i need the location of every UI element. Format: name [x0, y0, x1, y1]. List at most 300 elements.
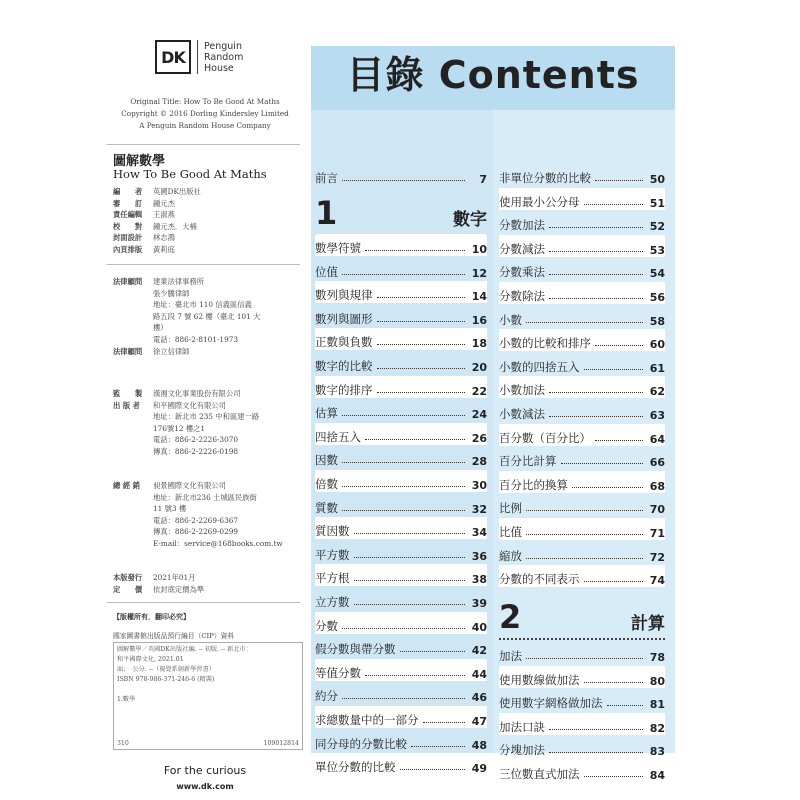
toc-entry-title: 正數與負數 — [315, 335, 373, 350]
toc-entry[interactable] — [499, 211, 665, 233]
toc-entry-page: 40 — [471, 620, 487, 634]
publisher-line: Random — [204, 51, 244, 63]
toc-entry[interactable] — [499, 760, 665, 782]
website: www.dk.com — [176, 782, 234, 791]
toc-entry[interactable] — [315, 446, 487, 468]
toc-entry-page: 39 — [471, 597, 487, 610]
column-stripe — [311, 104, 493, 110]
credit-value: 鍾元杰．大楠 — [153, 221, 197, 231]
dot-leader — [377, 344, 466, 345]
toc-entry[interactable] — [315, 328, 487, 350]
toc-entry-title: 倍數 — [315, 477, 338, 491]
cip-lines — [117, 645, 299, 705]
toc-entry[interactable] — [499, 258, 665, 280]
dot-leader — [584, 776, 644, 777]
section-heading-1 — [315, 192, 487, 232]
credit-key — [113, 423, 153, 435]
credit-key: 封面設計 — [113, 233, 143, 243]
toc-entry-title: 前言 — [315, 171, 338, 185]
toc-entry[interactable] — [315, 494, 487, 516]
toc-entry[interactable] — [315, 234, 487, 256]
cip-line: ISBN 978-986-371-246-6 (精裝) — [117, 676, 215, 683]
credit-key — [113, 503, 153, 515]
credit-key: 出 版 者 — [113, 400, 140, 410]
credit-row — [113, 538, 283, 550]
logo-divider — [197, 40, 198, 74]
toc-entry-page: 48 — [471, 738, 487, 752]
credit-row — [113, 526, 283, 538]
toc-entry-page: 53 — [649, 243, 665, 257]
dot-leader — [354, 580, 466, 581]
toc-entry-title: 百分比計算 — [499, 454, 557, 469]
copyright-line: Copyright © 2016 Dorling Kindersley Limited — [121, 109, 289, 118]
dot-leader — [595, 180, 643, 181]
edition-list — [113, 572, 204, 595]
dot-leader — [365, 439, 465, 440]
toc-entry-page: 83 — [649, 745, 665, 759]
toc-entry-title: 求總數量中的一部分 — [315, 713, 419, 727]
cip-title: 國家圖書館出版品預行編目（CIP）資料 — [113, 632, 235, 640]
dot-leader — [526, 510, 643, 511]
toc-entry-page: 38 — [471, 573, 487, 587]
toc-entry-page: 47 — [471, 715, 487, 728]
credit-row — [113, 411, 259, 423]
credit-key — [113, 515, 153, 527]
credit-value: 建業法律事務所 — [153, 277, 205, 286]
toc-entry-page: 30 — [471, 479, 487, 492]
toc-entry-page: 42 — [471, 644, 487, 658]
toc-entry-page: 10 — [471, 243, 487, 256]
toc-entry-title: 小數減法 — [499, 407, 545, 421]
toc-entry-page: 81 — [649, 698, 665, 712]
toc-entry-page: 66 — [649, 456, 665, 470]
credit-value: 地址：臺北市 110 信義區信義 — [153, 300, 252, 310]
toc-entry-title: 使用數線做加法 — [499, 672, 580, 687]
toc-entry[interactable] — [315, 682, 487, 704]
section-name: 數字 — [453, 210, 487, 230]
toc-entry[interactable] — [499, 518, 665, 540]
toc-entry-title: 加法 — [499, 649, 522, 663]
toc-entry-title: 百分數（百分比） — [499, 430, 591, 445]
toc-entry-title: 等值分數 — [315, 665, 361, 680]
credit-row — [113, 503, 283, 515]
toc-entry[interactable] — [315, 281, 487, 303]
toc-entry[interactable] — [499, 164, 665, 186]
book-title-zh: 圖解數學 — [113, 154, 166, 169]
toc-entry[interactable] — [499, 400, 665, 422]
credit-key: 責任編輯 — [113, 210, 143, 220]
dot-leader — [342, 180, 465, 181]
credit-row — [113, 480, 283, 492]
toc-entry-page: 64 — [649, 432, 665, 446]
toc-entry-title: 四捨五入 — [315, 429, 361, 444]
credit-value: 176號12 樓之1 — [153, 423, 206, 433]
contents-title: 目錄 Contents — [346, 53, 640, 97]
toc-entry[interactable] — [499, 689, 665, 711]
credit-key: 總 經 銷 — [113, 481, 140, 490]
toc-entry-title: 數學符號 — [315, 241, 361, 255]
credit-value: 依封底定價為準 — [153, 584, 205, 594]
credit-key — [113, 492, 153, 504]
toc-entry-title: 假分數與帶分數 — [315, 642, 396, 657]
credit-row — [113, 400, 259, 412]
toc-entry[interactable] — [499, 282, 665, 304]
credit-value: 傳真：886-2-2226-0198 — [153, 446, 238, 456]
toc-entry-title: 非單位分數的比較 — [499, 171, 591, 185]
toc-entry-page: 14 — [471, 290, 487, 304]
toc-entry-title: 小數的四捨五入 — [499, 359, 580, 374]
cip-line: 1.數學 — [117, 696, 136, 703]
toc-entry[interactable] — [499, 329, 665, 351]
cip-line: 和平國際文化, 2021.01 — [117, 656, 184, 663]
dot-leader — [411, 746, 465, 747]
toc-entry-page: 32 — [471, 502, 487, 516]
dot-leader — [342, 486, 465, 487]
toc-entry-title: 百分比的換算 — [499, 477, 568, 492]
toc-entry-page: 82 — [649, 721, 665, 735]
contents-column-left — [311, 104, 493, 776]
credit-row — [113, 232, 201, 244]
credit-row — [113, 198, 201, 210]
toc-entry[interactable] — [499, 565, 665, 587]
toc-entry-page: 22 — [471, 384, 487, 398]
dot-leader — [354, 533, 466, 534]
toc-entry-page: 20 — [471, 361, 487, 374]
credit-row — [113, 288, 260, 300]
credit-row — [113, 434, 259, 446]
divider — [107, 602, 300, 603]
dot-leader — [549, 227, 643, 228]
toc-entry-title: 數列與規律 — [315, 288, 373, 303]
dk-penguin-logo — [155, 40, 243, 74]
credit-key — [113, 311, 153, 323]
publisher-line: Penguin — [204, 40, 242, 52]
credit-row — [113, 423, 259, 435]
cip-line — [117, 685, 299, 695]
toc-entry-page: 84 — [649, 769, 665, 782]
company-line: A Penguin Random House Company — [139, 121, 271, 130]
toc-entry-title: 分數除法 — [499, 289, 545, 303]
dot-leader — [377, 368, 466, 369]
dot-leader — [526, 658, 643, 659]
toc-entry[interactable] — [315, 470, 487, 492]
toc-entry-page: 46 — [471, 691, 487, 705]
dot-leader — [584, 581, 644, 582]
credit-row — [113, 244, 201, 256]
contents-header — [311, 46, 675, 104]
credit-key — [113, 446, 153, 458]
dot-leader — [561, 463, 644, 464]
toc-entry-page: 71 — [649, 527, 665, 540]
dot-leader — [423, 722, 466, 723]
credit-value: 電話：886-2-2269-6367 — [153, 515, 238, 525]
credit-value: 電話：886-2-2226-3070 — [153, 435, 238, 445]
dot-leader — [549, 729, 643, 730]
section-underline — [499, 638, 665, 640]
section-name: 計算 — [631, 614, 665, 634]
dot-leader — [400, 651, 466, 652]
toc-entry[interactable] — [499, 542, 665, 564]
toc-entry-page: 54 — [649, 267, 665, 281]
toc-entry-title: 質數 — [315, 500, 338, 515]
credit-value: 樓） — [153, 323, 168, 333]
toc-entry-page: 68 — [649, 479, 665, 493]
toc-entry[interactable] — [315, 376, 487, 398]
toc-entry-page: 74 — [649, 574, 665, 588]
toc-entry[interactable] — [499, 306, 665, 328]
toc-entry-page: 63 — [649, 409, 665, 422]
cip-line: 面； 公分. --（視覺系創新學習書） — [117, 666, 215, 673]
dot-leader — [400, 769, 466, 770]
toc-entry-page: 7 — [479, 173, 487, 186]
credit-row — [113, 299, 260, 311]
toc-entry[interactable] — [499, 713, 665, 735]
credit-key: 編 者 — [113, 187, 143, 196]
credit-row — [113, 311, 260, 323]
dot-leader — [377, 297, 466, 298]
toc-entry-title: 數字的排序 — [315, 382, 373, 397]
toc-entry-title: 立方數 — [315, 595, 350, 609]
distribution-list — [113, 480, 283, 550]
toc-entry[interactable] — [315, 305, 487, 327]
credit-value: 路五段 7 號 62 樓（臺北 101 大 — [153, 311, 261, 321]
credit-row — [113, 276, 260, 288]
publisher-line: House — [204, 62, 234, 74]
publisher-name — [204, 41, 243, 74]
credit-key — [113, 411, 153, 423]
toc-entry[interactable] — [499, 188, 665, 210]
column-stripe — [493, 104, 675, 110]
toc-entry-page: 70 — [649, 503, 665, 517]
toc-entry-page: 78 — [649, 651, 665, 664]
dot-leader — [365, 675, 465, 676]
contents-column-right — [493, 104, 675, 782]
toc-entry-page: 52 — [649, 220, 665, 234]
toc-entry[interactable] — [499, 494, 665, 516]
credit-key: 校 對 — [113, 221, 143, 231]
credit-key: 內頁排版 — [113, 244, 143, 254]
toc-entry[interactable] — [315, 612, 487, 634]
dot-leader — [572, 487, 643, 488]
toc-entry[interactable] — [315, 659, 487, 681]
credit-value: 11 號3 樓 — [153, 504, 187, 514]
dot-leader — [365, 250, 465, 251]
credit-key — [113, 299, 153, 311]
toc-entry-page: 72 — [649, 550, 665, 564]
toc-entry-title: 同分母的分數比較 — [315, 736, 407, 751]
credit-row — [113, 334, 260, 346]
credit-value: 傳真：886-2-2269-0299 — [153, 527, 238, 537]
toc-entry[interactable] — [315, 352, 487, 374]
credits-list — [113, 186, 201, 256]
toc-entry-title: 分數 — [315, 618, 338, 633]
credit-key — [113, 334, 153, 346]
toc-entry-title: 加法口訣 — [499, 719, 545, 734]
toc-entry-title: 估算 — [315, 406, 338, 421]
toc-entry[interactable] — [315, 753, 487, 775]
cip-codes — [114, 739, 302, 749]
dot-leader — [549, 392, 643, 393]
toc-entry-page: 61 — [649, 361, 665, 375]
toc-entry-title: 單位分數的比較 — [315, 760, 396, 775]
toc-entry[interactable] — [499, 376, 665, 398]
toc-entry[interactable] — [315, 730, 487, 752]
toc-entry[interactable] — [499, 736, 665, 758]
original-title-block — [105, 96, 305, 132]
copyright-page — [105, 40, 305, 791]
credit-key — [113, 322, 153, 334]
credit-row — [113, 209, 201, 221]
toc-entry[interactable] — [315, 635, 487, 657]
dot-leader — [549, 416, 643, 417]
toc-entry-page: 36 — [471, 549, 487, 563]
dot-leader — [584, 682, 644, 683]
toc-entry-preface[interactable] — [315, 164, 487, 186]
credit-key — [113, 538, 153, 550]
book-title-en: How To Be Good At Maths — [113, 167, 267, 181]
toc-entry-title: 約分 — [315, 689, 338, 704]
credit-row — [113, 492, 283, 504]
toc-entry-title: 平方數 — [315, 547, 350, 562]
toc-entry[interactable] — [499, 424, 665, 446]
toc-entry-title: 使用最小公分母 — [499, 194, 580, 209]
toc-entry[interactable] — [499, 666, 665, 688]
toc-entry[interactable] — [315, 423, 487, 445]
toc-entry-title: 平方根 — [315, 571, 350, 586]
dot-leader — [342, 415, 465, 416]
toc-entry-title: 三位數直式加法 — [499, 767, 580, 781]
cip-line: 圖解數學／英國DK出版社編. -- 初版. -- 新北市： — [117, 646, 252, 653]
credit-value: 徐立信律師 — [153, 346, 190, 356]
contents-page — [311, 46, 675, 782]
credit-key: 法律顧問 — [113, 346, 143, 356]
toc-entry-title: 分數乘法 — [499, 265, 545, 280]
credit-value: 林志鴻 — [153, 233, 175, 243]
dot-leader — [549, 274, 643, 275]
dot-leader — [526, 558, 643, 559]
credit-key: 監 製 — [113, 389, 143, 398]
toc-entry-title: 使用數字網格做加法 — [499, 696, 603, 711]
credit-key: 審 訂 — [113, 198, 143, 208]
toc-entry[interactable] — [499, 642, 665, 664]
credit-key — [113, 288, 153, 300]
toc-entry-page: 50 — [649, 173, 665, 186]
toc-entry-title: 小數的比較和排序 — [499, 336, 591, 351]
toc-entry[interactable] — [315, 564, 487, 586]
toc-entry[interactable] — [315, 706, 487, 728]
toc-entry-page: 24 — [471, 408, 487, 422]
toc-entry-page: 16 — [471, 313, 487, 327]
credit-value: 地址：新北市 235 中和區建一路 — [153, 412, 260, 422]
toc-entry-title: 因數 — [315, 453, 338, 468]
toc-entry-title: 數字的比較 — [315, 359, 373, 373]
toc-entry-title: 質因數 — [315, 524, 350, 539]
credit-row — [113, 346, 260, 358]
credit-key: 本版發行 — [113, 573, 143, 582]
dot-leader — [595, 345, 643, 346]
dot-leader — [377, 321, 466, 322]
dot-leader — [526, 322, 643, 323]
dot-leader — [354, 604, 466, 605]
toc-entry[interactable] — [315, 588, 487, 610]
dk-logo-icon: DK — [155, 40, 191, 74]
dot-leader — [342, 274, 465, 275]
credit-value: 王淑燕 — [153, 210, 175, 220]
dot-leader — [526, 534, 643, 535]
divider — [107, 144, 300, 145]
toc-entry-title: 數列與圖形 — [315, 311, 373, 326]
credit-row — [113, 446, 259, 458]
cip-box — [113, 642, 303, 750]
toc-entry[interactable] — [315, 541, 487, 563]
credit-value: 英國DK出版社 — [153, 187, 201, 196]
dot-leader — [607, 705, 644, 706]
toc-entry-title: 小數加法 — [499, 383, 545, 398]
toc-entry-title: 比例 — [499, 501, 522, 516]
toc-entry-page: 80 — [649, 674, 665, 688]
dot-leader — [354, 557, 466, 558]
credit-row — [113, 515, 283, 527]
dot-leader — [549, 251, 643, 252]
toc-entry[interactable] — [499, 353, 665, 375]
credit-row — [113, 322, 260, 334]
tagline: For the curious — [163, 764, 247, 777]
toc-entry-title: 比值 — [499, 525, 522, 539]
section-heading-2 — [499, 596, 665, 636]
dot-leader — [342, 462, 465, 463]
dot-leader — [584, 204, 644, 205]
toc-entry-page: 28 — [471, 455, 487, 469]
toc-entry-page: 49 — [471, 762, 487, 776]
credit-key: 法律顧問 — [113, 277, 143, 286]
toc-entry-page: 62 — [649, 385, 665, 399]
toc-entry-page: 51 — [649, 196, 665, 210]
toc-entry-page: 58 — [649, 314, 665, 328]
credit-row — [113, 572, 204, 584]
toc-entry[interactable] — [315, 517, 487, 539]
dot-leader — [549, 298, 643, 299]
section-number: 2 — [499, 598, 522, 636]
toc-entry-page: 12 — [471, 266, 487, 280]
credit-key: 定 價 — [113, 584, 143, 594]
toc-entry[interactable] — [499, 447, 665, 469]
dot-leader — [342, 628, 465, 629]
dot-leader — [377, 392, 466, 393]
credit-row — [113, 186, 201, 198]
credit-key — [113, 526, 153, 538]
cip-code-right: 109012814 — [263, 740, 299, 747]
rights-notice: 【版權所有．翻印必究】 — [113, 612, 190, 621]
toc-entry[interactable] — [499, 235, 665, 257]
toc-entry-page: 34 — [471, 526, 487, 540]
toc-entry[interactable] — [315, 399, 487, 421]
dot-leader — [584, 369, 644, 370]
section-number: 1 — [315, 194, 338, 232]
credit-value: 黃莉庭 — [153, 244, 175, 254]
credit-value: 和平國際文化有限公司 — [153, 400, 226, 410]
credit-value: 電話：886-2-8101-1973 — [153, 334, 238, 344]
toc-entry[interactable] — [499, 471, 665, 493]
dot-leader — [595, 440, 643, 441]
toc-entry-page: 18 — [471, 337, 487, 351]
credit-row — [113, 388, 259, 400]
toc-entry-title: 位值 — [315, 264, 338, 279]
credit-value: 張少騰律師 — [153, 288, 190, 298]
toc-entry-title: 分塊加法 — [499, 743, 545, 758]
toc-entry[interactable] — [315, 258, 487, 280]
credit-key — [113, 434, 153, 446]
toc-entry-title: 分數加法 — [499, 218, 545, 233]
